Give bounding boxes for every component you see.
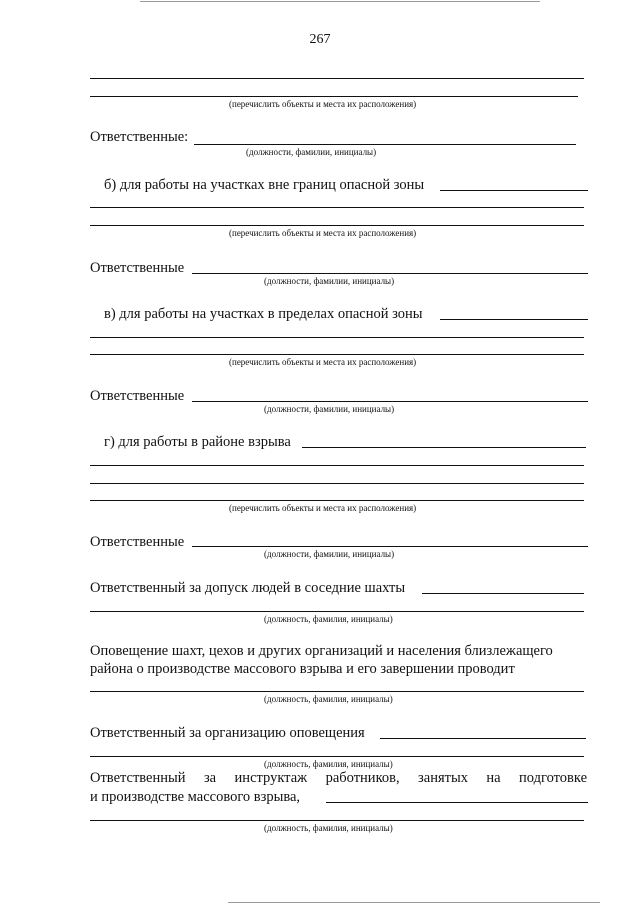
briefing-line-2: и производстве массового взрыва, bbox=[90, 789, 301, 805]
fill-line bbox=[90, 691, 584, 692]
fill-line bbox=[90, 96, 578, 97]
fill-line bbox=[90, 756, 584, 757]
briefing-line-1: Ответственный за инструктаж работников, занятых на подготовке bbox=[90, 770, 587, 786]
caption-positions: (должности, фамилии, инициалы) bbox=[264, 549, 395, 559]
fill-line bbox=[90, 500, 584, 501]
item-v-text: в) для работы на участках в пределах опасной зоны bbox=[104, 306, 423, 322]
responsible-label: Ответственные bbox=[90, 534, 185, 550]
caption-position: (должность, фамилия, инициалы) bbox=[264, 759, 393, 769]
caption-position: (должность, фамилия, инициалы) bbox=[264, 614, 393, 624]
caption-position: (должность, фамилия, инициалы) bbox=[264, 823, 393, 833]
responsible-label: Ответственные: bbox=[90, 129, 189, 145]
notification-line-1: Оповещение шахт, цехов и других организаций и населения близлежащего bbox=[90, 643, 553, 659]
fill-line bbox=[90, 207, 584, 208]
fill-line bbox=[90, 78, 584, 79]
fill-line bbox=[90, 483, 584, 484]
notification-org-responsible-text: Ответственный за организацию оповещения bbox=[90, 725, 365, 741]
fill-line bbox=[90, 354, 584, 355]
caption-objects: (перечислить объекты и места их расположения) bbox=[229, 99, 417, 109]
fill-line bbox=[90, 225, 584, 226]
item-b-text: б) для работы на участках вне границ опасной зоны bbox=[104, 177, 425, 193]
caption-positions: (должности, фамилии, инициалы) bbox=[264, 404, 395, 414]
page-number: 267 bbox=[309, 32, 331, 47]
responsible-label: Ответственные bbox=[90, 260, 185, 276]
caption-positions: (должности, фамилии, инициалы) bbox=[246, 147, 377, 157]
fill-line bbox=[194, 144, 576, 145]
fill-line bbox=[192, 401, 588, 402]
fill-line bbox=[192, 546, 588, 547]
responsible-label: Ответственные bbox=[90, 388, 185, 404]
caption-objects: (перечислить объекты и места их расположения) bbox=[229, 503, 417, 513]
fill-line bbox=[380, 738, 586, 739]
admission-responsible-text: Ответственный за допуск людей в соседние шахты bbox=[90, 580, 406, 596]
bottom-border-line bbox=[228, 902, 600, 903]
fill-line bbox=[90, 465, 584, 466]
fill-line bbox=[440, 319, 588, 320]
item-g-text: г) для работы в районе взрыва bbox=[104, 434, 291, 450]
caption-objects: (перечислить объекты и места их расположения) bbox=[229, 228, 417, 238]
fill-line bbox=[90, 337, 584, 338]
fill-line bbox=[326, 802, 588, 803]
fill-line bbox=[90, 820, 584, 821]
fill-line bbox=[90, 611, 584, 612]
caption-objects: (перечислить объекты и места их расположения) bbox=[229, 357, 417, 367]
caption-positions: (должности, фамилии, инициалы) bbox=[264, 276, 395, 286]
top-border-line bbox=[140, 1, 540, 2]
fill-line bbox=[440, 190, 588, 191]
notification-line-2: района о производстве массового взрыва и его завершении проводит bbox=[90, 661, 515, 677]
fill-line bbox=[302, 447, 586, 448]
caption-position: (должность, фамилия, инициалы) bbox=[264, 694, 393, 704]
fill-line bbox=[422, 593, 584, 594]
fill-line bbox=[192, 273, 588, 274]
